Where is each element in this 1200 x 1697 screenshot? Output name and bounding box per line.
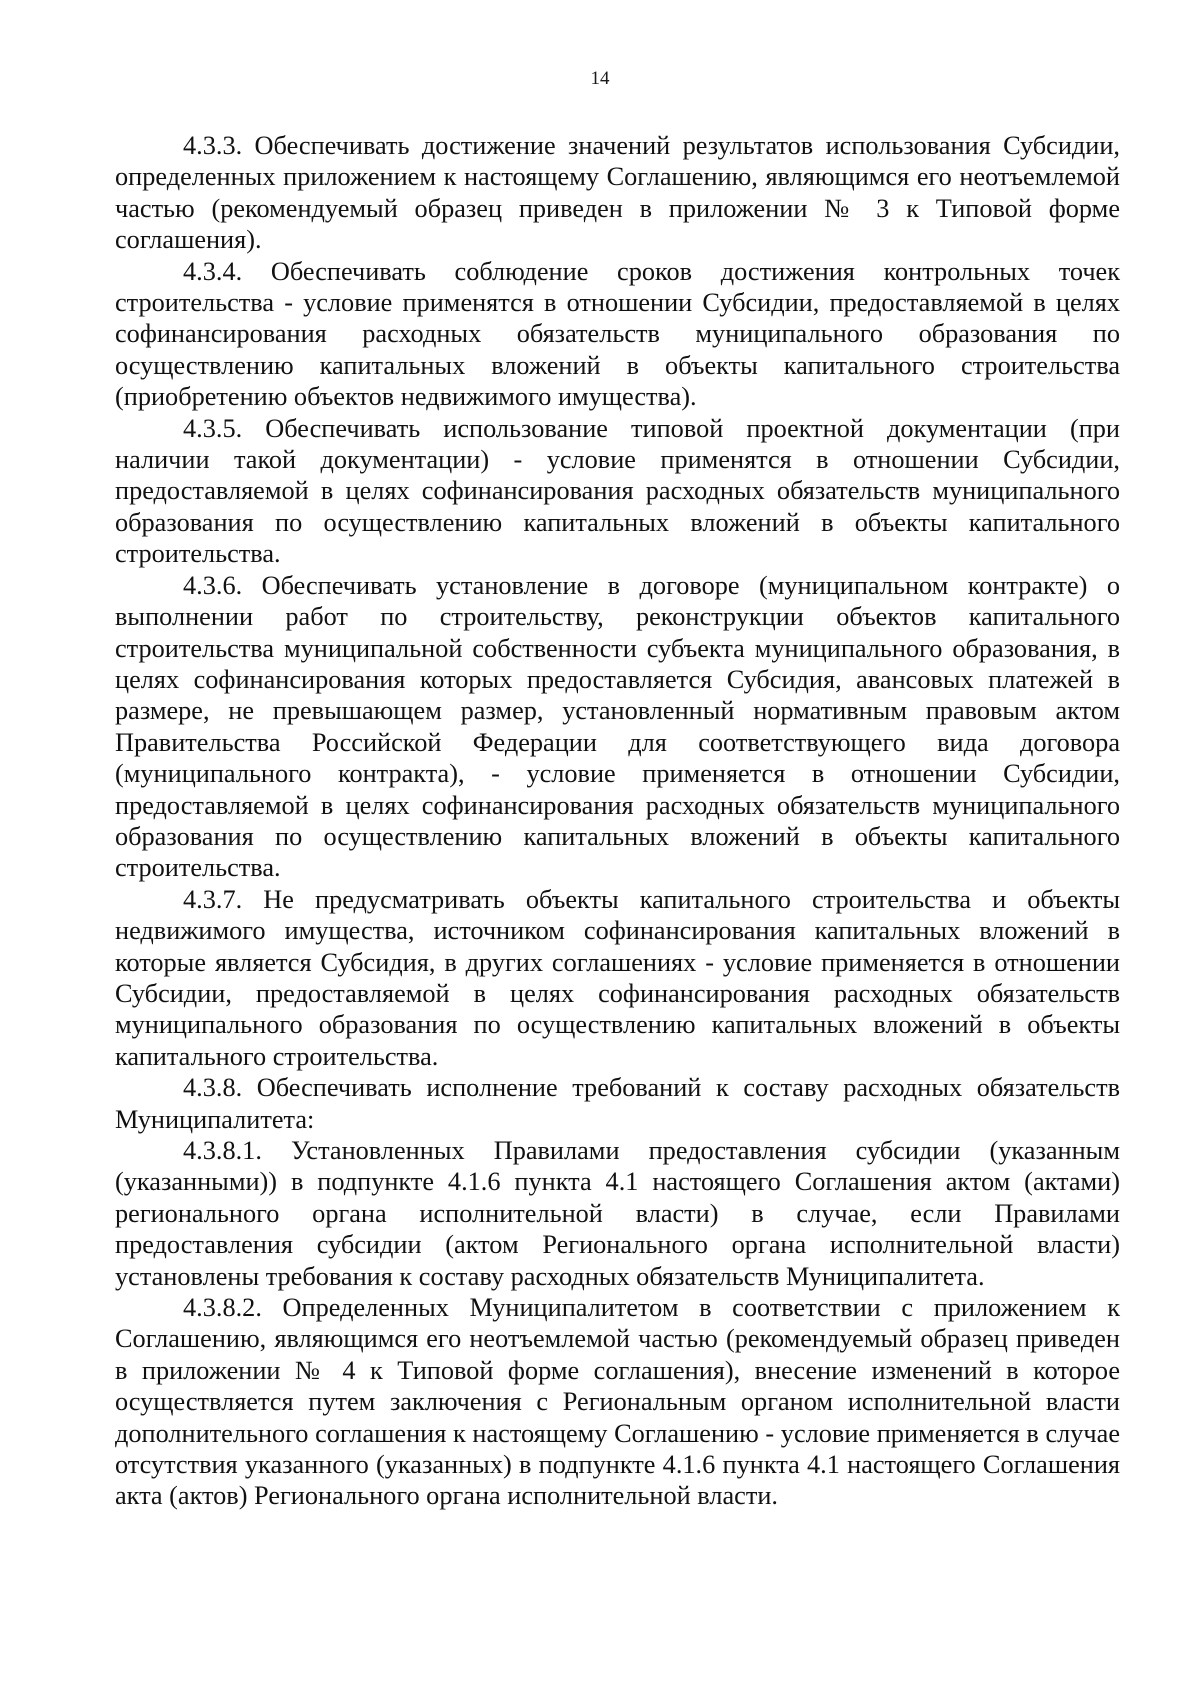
clause-4-3-4: 4.3.4. Обеспечивать соблюдение сроков достижения контрольных точек строительства - условие применятся в отношении Субсидии, предоставляемой в целях софинансирования расходных обязательств муниципального образования по осуществлению капитальных вложений в объекты капитального строительства (приобретению объектов недвижимого имущества). (115, 256, 1120, 412)
clause-4-3-8-2: 4.3.8.2. Определенных Муниципалитетом в соответствии с приложением к Соглашению, являющимся его неотъемлемой частью (рекомендуемый образец приведен в приложении № 4 к Типовой форме соглашения), внесение изменений в которое осуществляется путем заключения с Региональным органом исполнительной власти дополнительного соглашения к настоящему Соглашению - условие применяется в случае отсутствия указанного (указанных) в подпункте 4.1.6 пункта 4.1 настоящего Соглашения акта (актов) Регионального органа исполнительной власти. (115, 1293, 1120, 1511)
document-body (115, 130, 1120, 1512)
clause-4-3-3: 4.3.3. Обеспечивать достижение значений результатов использования Субсидии, определенных приложением к настоящему Соглашению, являющимся его неотъемлемой частью (рекомендуемый образец приведен в приложении № 3 к Типовой форме соглашения). (115, 131, 1120, 255)
clause-4-3-5: 4.3.5. Обеспечивать использование типовой проектной документации (при наличии такой документации) - условие применятся в отношении Субсидии, предоставляемой в целях софинансирования расходных обязательств муниципального образования по осуществлению капитальных вложений в объекты капитального строительства. (115, 413, 1120, 569)
page-number: 14 (590, 68, 610, 89)
clause-4-3-8: 4.3.8. Обеспечивать исполнение требований к составу расходных обязательств Муниципалитета: (115, 1073, 1120, 1134)
clause-4-3-7: 4.3.7. Не предусматривать объекты капитального строительства и объекты недвижимого имущества, источником софинансирования капитальных вложений в которые является Субсидия, в других соглашениях - условие применяется в отношении Субсидии, предоставляемой в целях софинансирования расходных обязательств муниципального образования по осуществлению капитальных вложений в объекты капитального строительства. (115, 884, 1120, 1071)
clause-4-3-8-1: 4.3.8.1. Установленных Правилами предоставления субсидии (указанным (указанными)) в подпункте 4.1.6 пункта 4.1 настоящего Соглашения актом (актами) регионального органа исполнительной власти) в случае, если Правилами предоставления субсидии (актом Регионального органа исполнительной власти) установлены требования к составу расходных обязательств Муниципалитета. (115, 1136, 1120, 1291)
clause-4-3-6: 4.3.6. Обеспечивать установление в договоре (муниципальном контракте) о выполнении работ по строительству, реконструкции объектов капитального строительства муниципальной собственности субъекта муниципального образования, в целях софинансирования которых предоставляется Субсидия, авансовых платежей в размере, не превышающем размер, установленный нормативным правовым актом Правительства Российской Федерации для соответствующего вида договора (муниципального контракта), - условие применяется в отношении Субсидии, предоставляемой в целях софинансирования расходных обязательств муниципального образования по осуществлению капитальных вложений в объекты капитального строительства. (115, 570, 1120, 883)
